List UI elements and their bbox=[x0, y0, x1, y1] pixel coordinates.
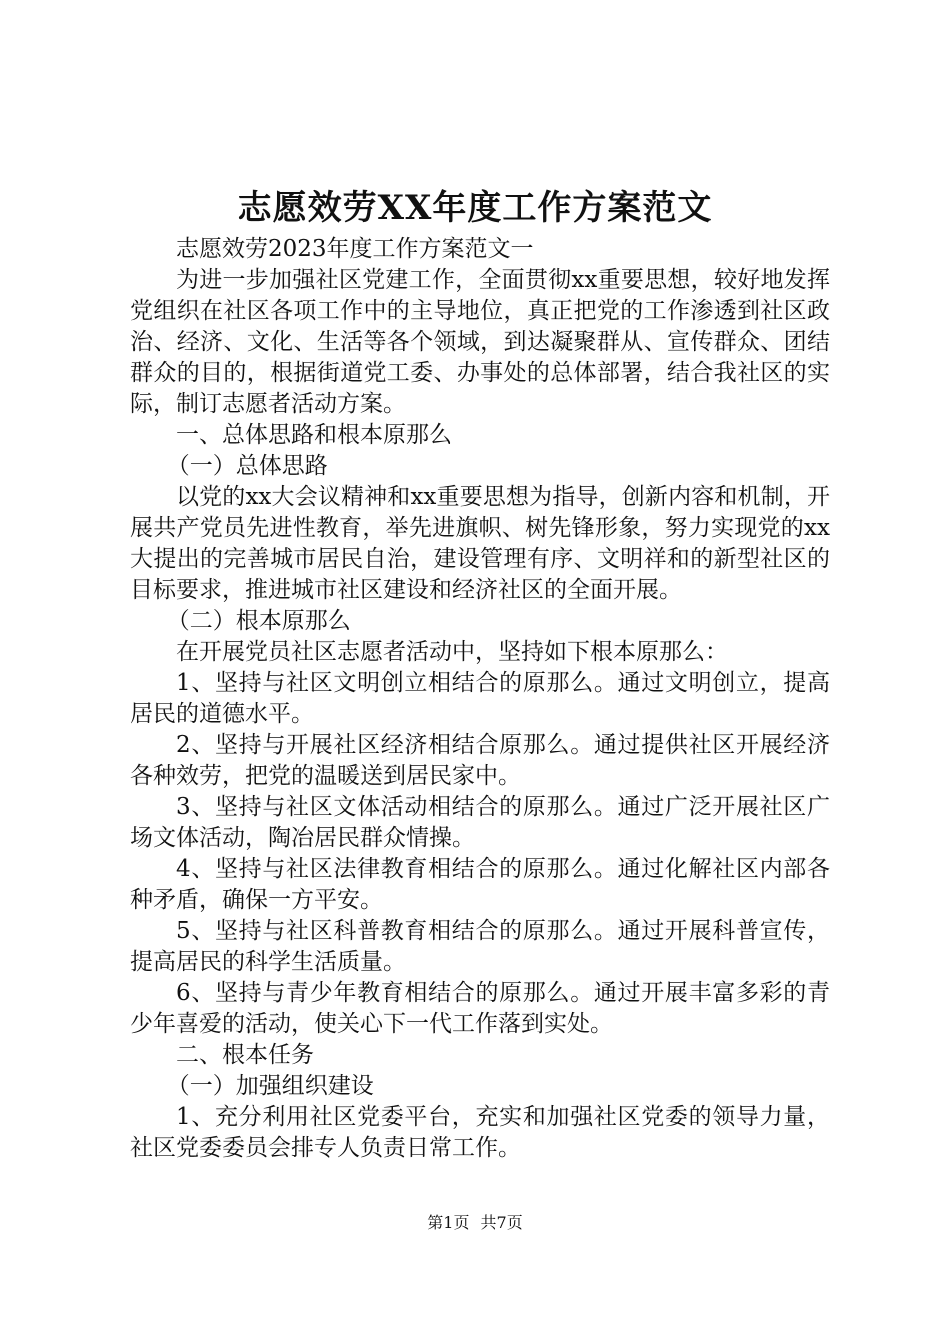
heading-subsection-2-1: （一）加强组织建设 bbox=[166, 1073, 374, 1099]
list-item-task-1: 1、充分利用社区党委平台，充实和加强社区党委的领导力量，社区党委委员会排专人负责日常工作。 bbox=[130, 1104, 830, 1161]
list-item-principle-1: 1、坚持与社区文明创立相结合的原那么。通过文明创立，提高居民的道德水平。 bbox=[130, 670, 830, 727]
heading-subsection-1-1: （一）总体思路 bbox=[166, 453, 328, 479]
heading-section-2: 二、根本任务 bbox=[176, 1042, 314, 1068]
list-item-principle-3: 3、坚持与社区文体活动相结合的原那么。通过广泛开展社区广场文体活动，陶冶居民群众情操。 bbox=[130, 794, 830, 851]
paragraph-principles-intro: 在开展党员社区志愿者活动中，坚持如下根本原那么： bbox=[176, 639, 728, 665]
document-body bbox=[130, 234, 830, 1164]
paragraph-intro: 为进一步加强社区党建工作，全面贯彻xx重要思想，较好地发挥党组织在社区各项工作中的主导地位，真正把党的工作渗透到社区政治、经济、文化、生活等各个领域，到达凝聚群从、宣传群众、团结群众的目的，根据街道党工委、办事处的总体部署，结合我社区的实际，制订志愿者活动方案。 bbox=[130, 267, 830, 417]
heading-section-1: 一、总体思路和根本原那么 bbox=[176, 422, 452, 448]
page-footer bbox=[0, 1212, 950, 1234]
paragraph-overall-approach: 以党的xx大会议精神和xx重要思想为指导，创新内容和机制，开展共产党员先进性教育，举先进旗帜、树先锋形象，努力实现党的xx大提出的完善城市居民自治，建设管理有序、文明祥和的新型社区的目标要求，推进城市社区建设和经济社区的全面开展。 bbox=[130, 484, 830, 603]
document-title: 志愿效劳XX年度工作方案范文 bbox=[237, 188, 713, 228]
list-item-principle-6: 6、坚持与青少年教育相结合的原那么。通过开展丰富多彩的青少年喜爱的活动，使关心下一代工作落到实处。 bbox=[130, 980, 830, 1037]
page-number: 第1页 bbox=[427, 1213, 470, 1232]
heading-subsection-1-2: （二）根本原那么 bbox=[166, 608, 351, 634]
list-item-principle-5: 5、坚持与社区科普教育相结合的原那么。通过开展科普宣传，提高居民的科学生活质量。 bbox=[130, 918, 830, 975]
paragraph-subtitle: 志愿效劳2023年度工作方案范文一 bbox=[176, 236, 534, 262]
page-total: 共7页 bbox=[480, 1213, 523, 1232]
list-item-principle-4: 4、坚持与社区法律教育相结合的原那么。通过化解社区内部各种矛盾，确保一方平安。 bbox=[130, 856, 830, 913]
list-item-principle-2: 2、坚持与开展社区经济相结合原那么。通过提供社区开展经济各种效劳，把党的温暖送到居民家中。 bbox=[130, 732, 830, 789]
